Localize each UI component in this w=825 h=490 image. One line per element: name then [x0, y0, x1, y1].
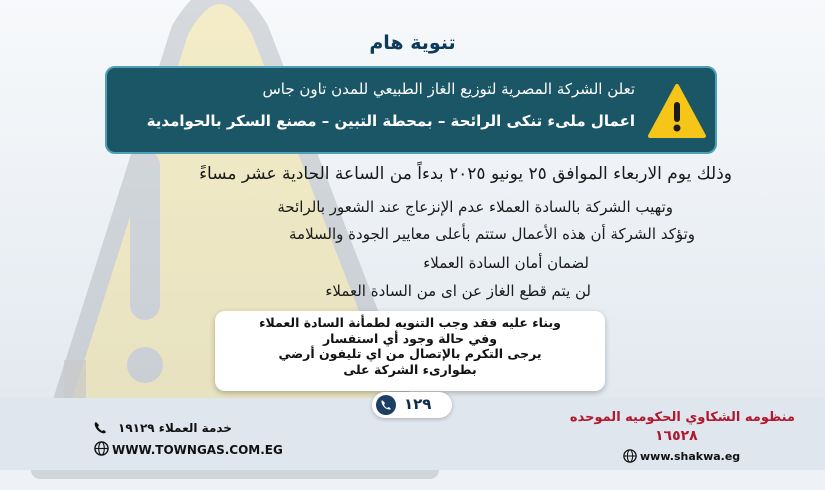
phone-icon [92, 420, 108, 436]
body-line-3: وتؤكد الشركة أن هذه الأعمال ستتم بأعلى معايير الجودة والسلامة [289, 225, 695, 243]
notice-line-4: بطوارىء الشركة على [343, 361, 477, 377]
notice-line-2: وفي حالة وجود أي استفسار [322, 330, 498, 346]
customer-service-number: خدمة العملاء ١٩١٢٩ [118, 421, 232, 435]
notice-line-1: وبناء عليه فقد وجب التنويه لطمأنة السادة العملاء [259, 315, 561, 330]
notice-box [215, 311, 605, 391]
body-line-2: وتهيب الشركة بالسادة العملاء عدم الإنزعاج عند الشعور بالرائحة [277, 198, 673, 216]
banner-line-2: اعمال ملىء تنكى الرائحة – بمحطة التبين – مصنع السكر بالحوامدية [146, 112, 635, 130]
complaints-number: ١٦٥٢٨ [655, 428, 698, 444]
page-title: تنوية هام [369, 32, 456, 54]
shakwa-website-link[interactable]: www.shakwa.eg [640, 450, 741, 463]
body-line-date: وذلك يوم الاربعاء الموافق ٢٥ يونيو ٢٠٢٥ بدءاً من الساعة الحادية عشر مساءً [199, 164, 732, 184]
globe-icon [623, 449, 637, 463]
towngas-website-link[interactable]: WWW.TOWNGAS.COM.EG [112, 443, 283, 457]
phone-icon [376, 395, 396, 415]
warning-icon [647, 82, 707, 142]
emergency-number-pill[interactable] [372, 392, 452, 418]
notice-line-3: يرجى التكرم بالإتصال من اي تليفون أرضي [278, 346, 542, 361]
globe-icon [94, 441, 109, 456]
banner-line-1: تعلن الشركة المصرية لتوزيع الغاز الطبيعي للمدن تاون جاس [262, 80, 635, 98]
body-line-4: لضمان أمان السادة العملاء [423, 254, 589, 272]
complaints-system-title: منظومه الشكاوي الحكوميه الموحده [569, 410, 795, 425]
body-line-5: لن يتم قطع الغاز عن اى من السادة العملاء [325, 282, 591, 300]
announcement-banner [105, 66, 717, 154]
emergency-number: ١٢٩ [404, 395, 432, 413]
